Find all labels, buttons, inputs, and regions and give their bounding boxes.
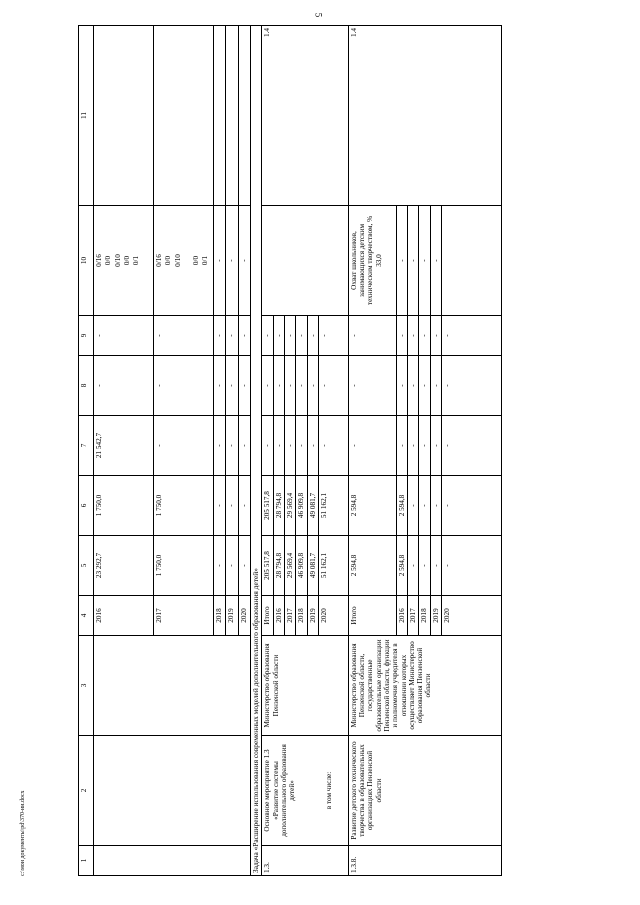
cell-value: - xyxy=(396,356,407,416)
cell-value: 2 594,8 xyxy=(348,476,396,536)
cell-value: - xyxy=(307,416,318,476)
cell-exec: Министерство образования Пензенской области, государственные образовательные организации Пензенской области, функции и полномочия учредителя в отношении которых осуществляет Министерство образования Пензенской области xyxy=(348,636,501,736)
indicator-line: 0/0 xyxy=(104,255,113,266)
column-header-10: 10 xyxy=(79,206,94,316)
cell-value: 2 594,8 xyxy=(396,536,407,596)
cell-indicator: - xyxy=(430,206,441,316)
cell-year: 2020 xyxy=(238,596,250,636)
cell-value: - xyxy=(214,536,226,596)
cell-value: 2 594,8 xyxy=(348,536,396,596)
cell-name xyxy=(262,736,348,846)
cell-value: - xyxy=(238,416,250,476)
cell-exec xyxy=(94,636,251,736)
cell-value: 2 594,8 xyxy=(396,476,407,536)
cell-year: 2020 xyxy=(441,596,501,636)
cell-indicator: - xyxy=(419,206,430,316)
cell-value: - xyxy=(296,316,307,356)
cell-value: 21 542,7 xyxy=(94,416,154,476)
cell-link xyxy=(154,26,214,206)
cell-indicator xyxy=(262,206,348,316)
cell-value: - xyxy=(296,416,307,476)
cell-value: - xyxy=(238,316,250,356)
cell-value: - xyxy=(441,536,501,596)
cell-value: 51 162,1 xyxy=(318,536,348,596)
cell-value: - xyxy=(262,356,273,416)
column-header-5: 5 xyxy=(79,536,94,596)
cell-value: 49 081,7 xyxy=(307,536,318,596)
column-header-7: 7 xyxy=(79,416,94,476)
cell-year: Итого xyxy=(348,596,396,636)
footer-file-path: c:\мои документы\pd\370-ии.docx xyxy=(20,790,26,876)
cell-value: - xyxy=(214,356,226,416)
cell-indicator: - xyxy=(408,206,419,316)
indicator-line: 0/0 xyxy=(192,255,201,266)
column-header-8: 8 xyxy=(79,356,94,416)
cell-value: 1 750,0 xyxy=(94,476,154,536)
indicator-line: 0/1 xyxy=(201,255,210,266)
cell-value: - xyxy=(94,316,154,356)
cell-value: - xyxy=(318,316,348,356)
cell-year: 2017 xyxy=(408,596,419,636)
cell-value: - xyxy=(419,476,430,536)
indicator-line: 0/16 xyxy=(155,254,163,267)
indicator-line: 0/1 xyxy=(132,255,141,266)
program-table xyxy=(78,25,502,876)
cell-num: 1.3. xyxy=(262,846,348,876)
cell-value: 1 750,0 xyxy=(154,476,214,536)
cell-indicator xyxy=(441,206,501,316)
cell-value: - xyxy=(408,416,419,476)
cell-year: 2016 xyxy=(94,596,154,636)
indicator-line: 0/0 xyxy=(164,255,173,266)
cell-year: 2019 xyxy=(307,596,318,636)
cell-year: 2020 xyxy=(318,596,348,636)
cell-value: - xyxy=(284,416,295,476)
cell-value: 205 517,8 xyxy=(262,476,273,536)
cell-indicator: - xyxy=(396,206,407,316)
cell-year: 2018 xyxy=(419,596,430,636)
cell-year: Итого xyxy=(262,596,273,636)
table-row xyxy=(348,26,396,876)
column-header-2: 2 xyxy=(79,736,94,846)
cell-value: 51 162,1 xyxy=(318,476,348,536)
cell-value: - xyxy=(430,536,441,596)
cell-value: - xyxy=(284,316,295,356)
cell-value: - xyxy=(238,356,250,416)
cell-value: - xyxy=(226,416,238,476)
cell-year: 2019 xyxy=(226,596,238,636)
cell-name xyxy=(94,736,251,846)
cell-value: - xyxy=(348,356,396,416)
cell-value: 23 292,7 xyxy=(94,536,154,596)
cell-value: - xyxy=(307,356,318,416)
cell-link xyxy=(238,26,250,206)
cell-value: - xyxy=(441,356,501,416)
cell-value: - xyxy=(214,476,226,536)
cell-value: - xyxy=(348,416,396,476)
cell-year: 2017 xyxy=(154,596,214,636)
cell-value: 28 794,8 xyxy=(273,476,284,536)
cell-value: - xyxy=(419,356,430,416)
cell-value: 28 794,8 xyxy=(273,536,284,596)
cell-value: - xyxy=(318,356,348,416)
cell-value: - xyxy=(94,356,154,416)
cell-value: - xyxy=(408,476,419,536)
task-row xyxy=(250,26,262,876)
cell-indicator xyxy=(214,206,226,316)
rotated-table-container xyxy=(78,26,623,876)
cell-year: 2019 xyxy=(430,596,441,636)
measure-subtitle: в том числе: xyxy=(324,771,333,810)
cell-value: - xyxy=(226,476,238,536)
cell-indicator xyxy=(238,206,250,316)
cell-indicator xyxy=(154,206,214,316)
cell-value: - xyxy=(396,416,407,476)
cell-value: - xyxy=(273,316,284,356)
cell-value: - xyxy=(284,356,295,416)
measure-name: Основное мероприятие 1.3 «Развитие системы дополнительного образования детей» xyxy=(263,744,297,837)
cell-link: 1.4 xyxy=(262,26,348,206)
cell-indicator xyxy=(94,206,154,316)
cell-value: 46 909,8 xyxy=(296,536,307,596)
cell-value: - xyxy=(441,316,501,356)
table-row xyxy=(262,26,273,876)
cell-value: - xyxy=(441,416,501,476)
cell-value: - xyxy=(273,416,284,476)
cell-value: - xyxy=(273,356,284,416)
task-title: Задача «Расширение использования современных моделей дополнительного образования детей» xyxy=(250,26,262,876)
indicator-line: 0/10 xyxy=(113,254,122,267)
cell-year: 2017 xyxy=(284,596,295,636)
cell-value: - xyxy=(214,416,226,476)
cell-year: 2018 xyxy=(214,596,226,636)
cell-value: - xyxy=(348,316,396,356)
cell-value: - xyxy=(396,316,407,356)
cell-value: - xyxy=(226,536,238,596)
cell-year: 2016 xyxy=(273,596,284,636)
indicator-value: 33,0 xyxy=(374,254,383,267)
cell-value: 46 909,8 xyxy=(296,476,307,536)
cell-value: - xyxy=(318,416,348,476)
cell-link: 1.4 xyxy=(348,26,501,206)
cell-value: - xyxy=(154,316,214,356)
cell-link xyxy=(226,26,238,206)
column-header-4: 4 xyxy=(79,596,94,636)
page-number: 5 xyxy=(313,12,324,18)
cell-value: - xyxy=(419,536,430,596)
column-header-3: 3 xyxy=(79,636,94,736)
column-header-9: 9 xyxy=(79,316,94,356)
cell-value: - xyxy=(296,356,307,416)
indicator-line: - xyxy=(239,259,248,262)
cell-value: - xyxy=(154,356,214,416)
cell-indicator xyxy=(226,206,238,316)
cell-value: - xyxy=(262,316,273,356)
cell-year: 2018 xyxy=(296,596,307,636)
indicator-line: 0/16 xyxy=(95,254,103,267)
header-row xyxy=(79,26,94,876)
table-row xyxy=(94,26,154,876)
cell-value: - xyxy=(214,316,226,356)
cell-value: - xyxy=(226,316,238,356)
column-header-1: 1 xyxy=(79,846,94,876)
column-header-6: 6 xyxy=(79,476,94,536)
cell-value: - xyxy=(441,476,501,536)
cell-num: 1.3.8. xyxy=(348,846,501,876)
cell-value: - xyxy=(154,416,214,476)
cell-value: - xyxy=(262,416,273,476)
cell-exec: Министерство образования Пензенской области xyxy=(262,636,348,736)
cell-year: 2016 xyxy=(396,596,407,636)
cell-value: - xyxy=(408,356,419,416)
cell-value: 29 569,4 xyxy=(284,536,295,596)
measure-name: Развитие детского технического творчества в образовательных организациях Пензенской области xyxy=(349,741,383,840)
cell-value: - xyxy=(238,536,250,596)
cell-value: - xyxy=(430,476,441,536)
cell-value: - xyxy=(430,356,441,416)
cell-num xyxy=(94,846,251,876)
cell-name xyxy=(348,736,501,846)
cell-value: - xyxy=(430,416,441,476)
cell-value: 29 569,4 xyxy=(284,476,295,536)
cell-value: 205 517,8 xyxy=(262,536,273,596)
cell-link xyxy=(214,26,226,206)
cell-value: 49 081,7 xyxy=(307,476,318,536)
cell-value: - xyxy=(419,316,430,356)
cell-value: - xyxy=(238,476,250,536)
cell-value: - xyxy=(307,316,318,356)
indicator-line xyxy=(183,208,192,313)
indicator-line: - xyxy=(227,259,236,262)
indicator-line: 0/0 xyxy=(122,255,131,266)
cell-indicator xyxy=(348,206,396,316)
cell-value: 1 750,0 xyxy=(154,536,214,596)
cell-value: - xyxy=(430,316,441,356)
indicator-line: 0/10 xyxy=(173,254,182,267)
cell-value: - xyxy=(408,316,419,356)
cell-value: - xyxy=(408,536,419,596)
cell-value: - xyxy=(419,416,430,476)
cell-link xyxy=(94,26,154,206)
column-header-11: 11 xyxy=(79,26,94,206)
cell-value: - xyxy=(226,356,238,416)
indicator-name: Охват школьников, занимающихся детским техническим творчеством, % xyxy=(349,215,375,306)
indicator-line: - xyxy=(215,259,223,262)
